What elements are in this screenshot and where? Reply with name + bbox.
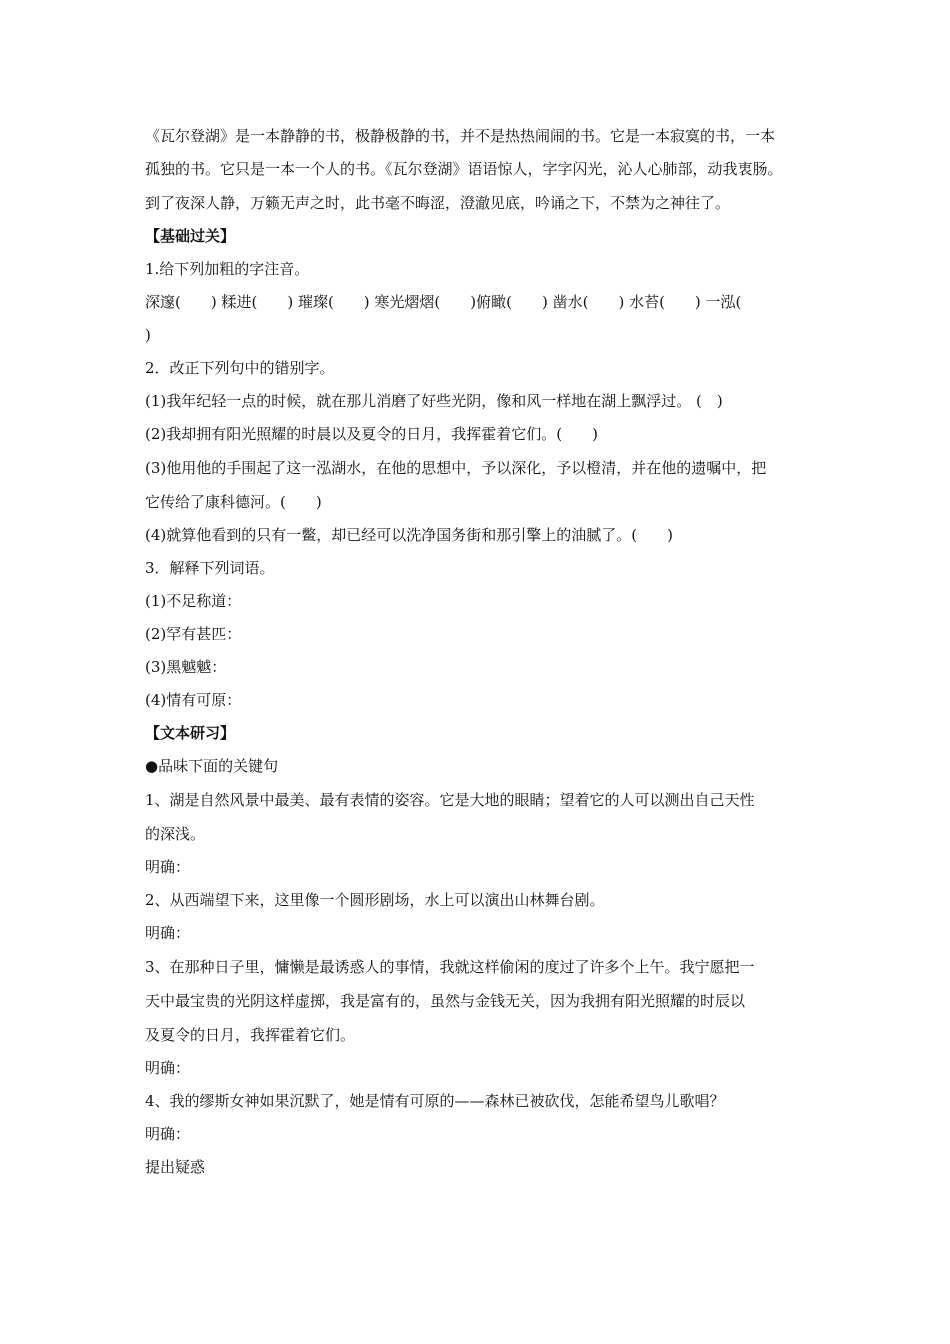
key-sentence-2: 2、从西端望下来，这里像一个圆形剧场，水上可以演出山林舞台剧。 [145,891,605,909]
q2-sentence-3b: 它传给了康科德河。( ) [145,493,322,511]
raise-questions-heading: 提出疑惑 [145,1158,206,1176]
q3-item-2: (2)罕有甚匹： [145,625,242,643]
key-sentence-3a: 3、在那种日子里，慵懒是最诱惑人的事情，我就这样偷闲的度过了许多个上午。我宁愿把一 [145,958,755,976]
key-sentence-1a: 1、湖是自然风景中最美、最有表情的姿容。它是大地的眼睛；望着它的人可以测出自己天性 [145,791,755,809]
q2-sentence-3a: (3)他用他的手围起了这一泓湖水，在他的思想中，予以深化，予以橙清，并在他的遗嘱中，把 [145,459,767,477]
q3-item-3: (3)黑魆魆： [145,658,227,676]
key-sentence-3c: 及夏令的日月，我挥霍着它们。 [145,1026,356,1044]
intro-line-1: 《瓦尔登湖》是一本静静的书，极静极静的书，并不是热热闹闹的书。它是一本寂寞的书，一本 [145,127,776,145]
q3-item-4: (4)情有可原： [145,691,242,709]
section-heading-text-study: 【文本研习】 [145,724,236,742]
answer-label-4: 明确： [145,1125,191,1143]
intro-line-3: 到了夜深人静，万籁无声之时，此书毫不晦涩，澄澈见底，吟诵之下，不禁为之神往了。 [145,194,731,212]
answer-label-3: 明确： [145,1059,191,1077]
key-sentence-4: 4、我的缪斯女神如果沉默了，她是情有可原的——森林已被砍伐，怎能希望鸟儿歌唱？ [145,1092,725,1110]
q2-sentence-1: (1)我年纪轻一点的时候，就在那儿消磨了好些光阴，像和风一样地在湖上飘浮过。 ( ) [145,392,723,410]
document-body [145,121,825,1184]
intro-line-2: 孤独的书。它只是一本一个人的书。《瓦尔登湖》语语惊人，字字闪光，沁人心肺部，动我衷肠。 [145,160,783,178]
key-sentence-1b: 的深浅。 [145,825,206,843]
answer-label-1: 明确： [145,858,191,876]
sub-heading-key-sentences: ●品味下面的关键句 [145,757,279,775]
q3-title: 3．解释下列词语。 [145,559,275,577]
q2-sentence-4: (4)就算他看到的只有一鳖，却已经可以洗净国务街和那引擎上的油腻了。( ) [145,526,673,544]
q1-title: 1.给下列加粗的字注音。 [145,260,310,278]
section-heading-basics: 【基础过关】 [145,227,236,245]
answer-label-2: 明确： [145,924,191,942]
q2-title: 2．改正下列句中的错别字。 [145,359,335,377]
q3-item-1: (1)不足称道： [145,592,242,610]
q1-items: 深邃( ) 糅进( ) 璀璨( ) 寒光熠熠( )俯瞰( ) 凿水( ) 水苔( ) 一泓( [145,293,742,311]
q2-sentence-2: (2)我却拥有阳光照耀的时晨以及夏令的日月，我挥霍着它们。( ) [145,425,598,443]
key-sentence-3b: 天中最宝贵的光阴这样虚掷，我是富有的，虽然与金钱无关，因为我拥有阳光照耀的时辰以 [145,992,746,1010]
q1-items-tail: ) [145,326,151,344]
